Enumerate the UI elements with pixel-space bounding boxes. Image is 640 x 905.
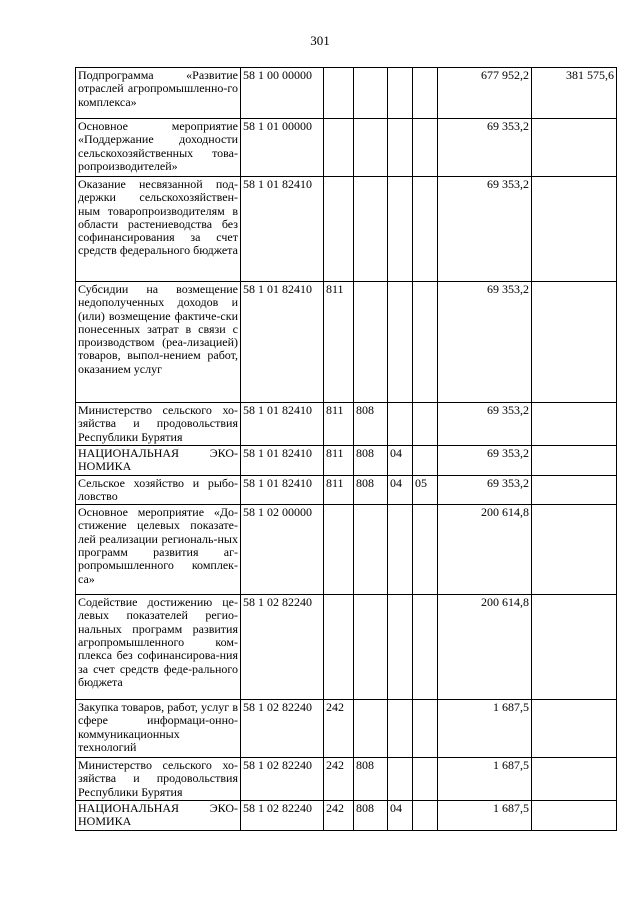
row-expense-type	[324, 595, 354, 700]
row-target-code: 58 1 02 82240	[241, 758, 324, 801]
row-amount-1: 677 952,2	[438, 68, 532, 119]
row-amount-2	[532, 595, 617, 700]
row-subsection	[413, 758, 438, 801]
row-subsection	[413, 68, 438, 119]
row-section	[388, 177, 413, 282]
row-name: Основное мероприятие «До-стижение целевых показате-лей реализации региональ-ных программ развития аг-ропромышленного комплек-са»	[76, 505, 241, 595]
row-name: Основное мероприятие «Поддержание доходности сельскохозяйственных това-ропроизводителей»	[76, 119, 241, 177]
row-amount-2	[532, 446, 617, 476]
table-row	[76, 177, 617, 282]
row-section: 04	[388, 801, 413, 831]
row-amount-1: 69 353,2	[438, 282, 532, 403]
row-expense-type	[324, 505, 354, 595]
row-section	[388, 68, 413, 119]
table-row	[76, 801, 617, 831]
row-target-code: 58 1 02 00000	[241, 505, 324, 595]
row-amount-1: 69 353,2	[438, 403, 532, 446]
row-amount-2	[532, 700, 617, 758]
row-section: 04	[388, 475, 413, 505]
row-name: Закупка товаров, работ, услуг в сфере информаци-онно-коммуникационных технологий	[76, 700, 241, 758]
row-subsection	[413, 595, 438, 700]
row-amount-1: 200 614,8	[438, 505, 532, 595]
row-target-code: 58 1 01 82410	[241, 282, 324, 403]
row-target-code: 58 1 02 82240	[241, 801, 324, 831]
row-ministry-code	[354, 177, 388, 282]
row-expense-type: 811	[324, 475, 354, 505]
row-subsection: 05	[413, 475, 438, 505]
row-target-code: 58 1 00 00000	[241, 68, 324, 119]
row-subsection	[413, 505, 438, 595]
row-subsection	[413, 282, 438, 403]
row-section	[388, 119, 413, 177]
row-name: НАЦИОНАЛЬНАЯ ЭКО-НОМИКА	[76, 801, 241, 831]
row-target-code: 58 1 01 82410	[241, 403, 324, 446]
row-ministry-code	[354, 595, 388, 700]
page-number: 301	[310, 33, 330, 48]
row-name: Субсидии на возмещение недополученных доходов и (или) возмещение фактиче-ски понесенных затрат в связи с производством (реа-лизацией) товаров, выпол-нением работ, оказанием услуг	[76, 282, 241, 403]
row-target-code: 58 1 02 82240	[241, 700, 324, 758]
row-amount-1: 1 687,5	[438, 700, 532, 758]
table-row	[76, 403, 617, 446]
row-amount-1: 69 353,2	[438, 475, 532, 505]
row-target-code: 58 1 01 00000	[241, 119, 324, 177]
row-expense-type: 811	[324, 446, 354, 476]
row-expense-type: 242	[324, 801, 354, 831]
row-amount-2	[532, 403, 617, 446]
row-amount-1: 69 353,2	[438, 119, 532, 177]
row-ministry-code: 808	[354, 475, 388, 505]
table-row	[76, 282, 617, 403]
row-ministry-code	[354, 700, 388, 758]
table-row	[76, 758, 617, 801]
row-section	[388, 758, 413, 801]
row-subsection	[413, 177, 438, 282]
row-amount-2	[532, 119, 617, 177]
row-section	[388, 595, 413, 700]
row-amount-1: 1 687,5	[438, 801, 532, 831]
table-row	[76, 700, 617, 758]
row-name: Сельское хозяйство и рыбо-ловство	[76, 475, 241, 505]
row-ministry-code: 808	[354, 801, 388, 831]
table-row	[76, 475, 617, 505]
row-amount-1: 200 614,8	[438, 595, 532, 700]
row-target-code: 58 1 02 82240	[241, 595, 324, 700]
table-row	[76, 119, 617, 177]
row-ministry-code	[354, 68, 388, 119]
row-section	[388, 505, 413, 595]
table-row	[76, 505, 617, 595]
row-name: Министерство сельского хо-зяйства и продовольствия Республики Бурятия	[76, 403, 241, 446]
row-amount-1: 69 353,2	[438, 446, 532, 476]
row-expense-type: 811	[324, 282, 354, 403]
row-amount-2	[532, 177, 617, 282]
row-amount-2	[532, 801, 617, 831]
table-row	[76, 595, 617, 700]
row-ministry-code: 808	[354, 403, 388, 446]
row-ministry-code: 808	[354, 758, 388, 801]
row-target-code: 58 1 01 82410	[241, 475, 324, 505]
row-expense-type: 242	[324, 758, 354, 801]
table-row	[76, 446, 617, 476]
row-expense-type	[324, 119, 354, 177]
row-subsection	[413, 700, 438, 758]
row-section: 04	[388, 446, 413, 476]
row-amount-2	[532, 282, 617, 403]
row-expense-type	[324, 68, 354, 119]
row-amount-2	[532, 505, 617, 595]
row-name: Министерство сельского хо-зяйства и продовольствия Республики Бурятия	[76, 758, 241, 801]
row-expense-type: 811	[324, 403, 354, 446]
table-row	[76, 68, 617, 119]
row-amount-2	[532, 758, 617, 801]
row-subsection	[413, 801, 438, 831]
row-amount-1: 69 353,2	[438, 177, 532, 282]
row-name: Оказание несвязанной под-держки сельскохозяйствен-ным товаропроизводителям в области растениеводства без софинансирования за счет средств федерального бюджета	[76, 177, 241, 282]
row-name: Подпрограмма «Развитие отраслей агропромышленно-го комплекса»	[76, 68, 241, 119]
row-target-code: 58 1 01 82410	[241, 177, 324, 282]
row-name: Содействие достижению це-левых показателей регио-нальных программ развития агропромышленного ком-плекса без софинансирова-ния за счет средств феде-рального бюджета	[76, 595, 241, 700]
row-ministry-code	[354, 282, 388, 403]
row-subsection	[413, 403, 438, 446]
row-amount-1: 1 687,5	[438, 758, 532, 801]
row-ministry-code: 808	[354, 446, 388, 476]
row-subsection	[413, 446, 438, 476]
row-ministry-code	[354, 505, 388, 595]
row-target-code: 58 1 01 82410	[241, 446, 324, 476]
row-expense-type: 242	[324, 700, 354, 758]
row-amount-2	[532, 475, 617, 505]
row-section	[388, 700, 413, 758]
row-subsection	[413, 119, 438, 177]
row-amount-2: 381 575,6	[532, 68, 617, 119]
row-expense-type	[324, 177, 354, 282]
row-ministry-code	[354, 119, 388, 177]
row-section	[388, 403, 413, 446]
budget-table	[75, 67, 617, 831]
row-name: НАЦИОНАЛЬНАЯ ЭКО-НОМИКА	[76, 446, 241, 476]
row-section	[388, 282, 413, 403]
